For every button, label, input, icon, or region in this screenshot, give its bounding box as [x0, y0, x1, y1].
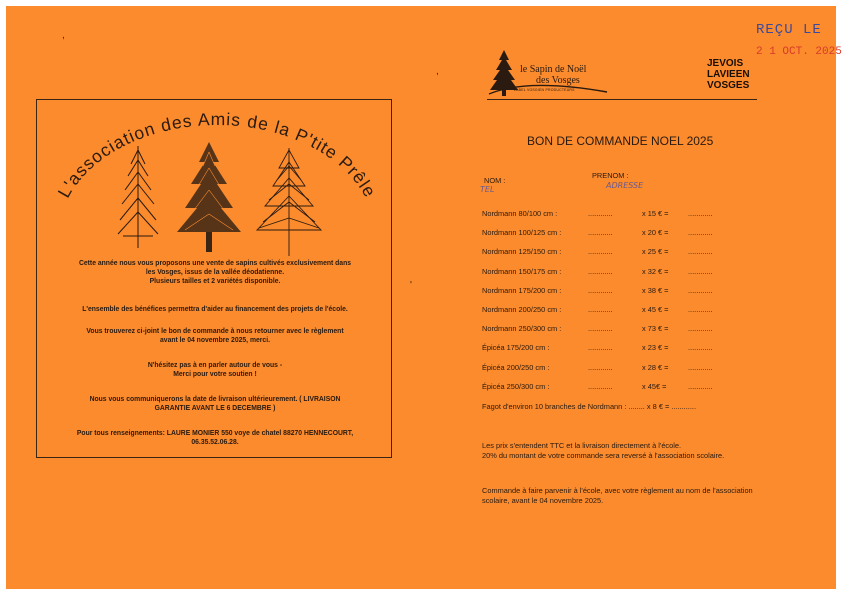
scan-mark: ' [410, 280, 412, 291]
order-row-qty[interactable]: ............ [588, 228, 613, 238]
order-row-price: x 38 € = [642, 285, 669, 295]
newspaper-line: JEVOIS [707, 58, 744, 69]
order-row-total[interactable]: ............ [688, 305, 713, 314]
order-row-total[interactable]: ............ [688, 285, 713, 295]
order-row-price: x 23 € = [642, 343, 669, 353]
received-date-stamp: 2 1 OCT. 2025 [756, 46, 842, 58]
note-line: 20% du montant de votre commande sera reversé à l'association scolaire. [482, 450, 725, 460]
christmas-tree-icon [249, 144, 329, 258]
note-line: Les prix s'entendent TTC et la livraison directement à l'école. [482, 441, 682, 450]
order-row-price: x 25 € = [642, 247, 669, 257]
order-row-total[interactable]: ............ [688, 266, 713, 276]
order-row-price: x 45 € = [642, 305, 669, 314]
flyer-line: Vous trouverez ci-joint le bon de commande à nous retourner avec le règlement [86, 326, 344, 335]
christmas-tree-icon [165, 138, 253, 254]
flyer-paragraph-benefits [68, 304, 362, 313]
order-row-qty[interactable]: ............ [588, 209, 613, 218]
prenom-handwritten: ADRESSE [606, 181, 644, 190]
nom-handwritten: TEL [480, 185, 495, 194]
order-row-qty[interactable]: ............ [588, 381, 613, 391]
deadline-note: Commande à faire parvenir à l'école, avec votre règlement au nom de l'association scolaire, avant le 04 novembre 2025. [482, 486, 753, 505]
flyer-paragraph-delivery [68, 394, 362, 412]
order-row-qty[interactable]: ............ [588, 343, 613, 353]
flyer-line: Nous vous communiquerons la date de livraison ultérieurement. ( LIVRAISON [89, 394, 341, 403]
order-form-title: BON DE COMMANDE NOEL 2025 [527, 134, 714, 148]
flyer-line: GARANTIE AVANT LE 6 DECEMBRE ) [154, 403, 276, 413]
nom-label: NOM : [484, 176, 506, 185]
fagot-text: Fagot d'environ 10 branches de Nordmann : ........ x 8 € = ............ [482, 402, 697, 411]
flyer-box [36, 99, 392, 458]
order-row-name: Nordmann 150/175 cm : [482, 266, 562, 276]
prenom-label: PRENOM : [592, 171, 629, 180]
newspaper-line: LAVIEEN [707, 69, 750, 80]
flyer-paragraph-thanks [68, 360, 362, 378]
order-row-name: Nordmann 250/300 cm : [482, 324, 562, 334]
flyer-line: 06.35.52.06.28. [191, 437, 239, 447]
order-row-qty[interactable]: ............ [588, 247, 613, 257]
flyer-paragraph-intro [68, 258, 362, 285]
order-row-total[interactable]: ............ [688, 381, 713, 391]
flyer-line: N'hésitez pas à en parler autour de vous - [147, 360, 283, 369]
received-stamp: REÇU LE [756, 22, 822, 38]
flyer-line: Pour tous renseignements: LAURE MONIER 550 voye de chatel 88270 HENNECOURT, [76, 428, 354, 437]
order-row-total[interactable]: ............ [688, 228, 713, 238]
order-row-total[interactable]: ............ [688, 362, 713, 372]
logo-tagline: LABEL VOSGIEN PRODUCTEURS [514, 88, 575, 92]
flyer-line: les Vosges, issus de la vallée déodatienne. [145, 267, 285, 277]
newspaper-logo [707, 58, 750, 91]
order-row-price: x 28 € = [642, 362, 669, 372]
order-row-total[interactable]: ............ [688, 324, 713, 334]
newspaper-line: VOSGES [707, 80, 750, 91]
order-row-name: Nordmann 100/125 cm : [482, 228, 562, 238]
arc-title-text: L'association des Amis de la P'tite Prêle [53, 108, 381, 201]
order-row-qty[interactable]: ............ [588, 305, 613, 314]
flyer-paragraph-contact [68, 428, 362, 446]
flyer-line: Plusieurs tailles et 2 variétés disponible. [149, 276, 281, 286]
flyer-line: Merci pour votre soutien ! [173, 369, 257, 379]
flyer-line: L'ensemble des bénéfices permettra d'aider au financement des projets de l'école. [82, 304, 348, 313]
order-row-total[interactable]: ............ [688, 343, 713, 353]
order-row-name: Nordmann 80/100 cm : [482, 209, 558, 218]
flyer-line: avant le 04 novembre 2025, merci. [160, 335, 270, 345]
order-row-qty[interactable]: ............ [588, 362, 613, 372]
order-row-total[interactable]: ............ [688, 247, 713, 257]
order-row-qty[interactable]: ............ [588, 266, 613, 276]
order-row-price: x 15 € = [642, 209, 669, 218]
logo-line-2: des Vosges [536, 75, 580, 86]
scan-mark: , [62, 30, 65, 41]
order-row-price: x 45€ = [642, 381, 667, 391]
order-row-name: Nordmann 125/150 cm : [482, 247, 562, 257]
price-note [482, 441, 772, 460]
order-row-name: Nordmann 175/200 cm : [482, 285, 562, 295]
order-row-qty[interactable]: ............ [588, 324, 613, 334]
order-row-price: x 32 € = [642, 266, 669, 276]
order-row-name: Épicéa 175/200 cm : [482, 343, 550, 353]
logo-line-1: le Sapin de Noël [520, 64, 587, 75]
header-divider [487, 99, 757, 100]
order-row-total[interactable]: ............ [688, 209, 713, 218]
flyer-line: Cette année nous vous proposons une vente de sapins cultivés exclusivement dans [78, 258, 352, 267]
order-row-price: x 20 € = [642, 228, 669, 238]
order-row-name: Nordmann 200/250 cm : [482, 305, 562, 314]
order-row-price: x 73 € = [642, 324, 669, 334]
order-row-qty[interactable]: ............ [588, 285, 613, 295]
scan-mark: , [436, 66, 439, 77]
order-row-name: Épicéa 200/250 cm : [482, 362, 550, 372]
flyer-paragraph-order [68, 326, 362, 344]
order-row-name: Épicéa 250/300 cm : [482, 381, 550, 391]
christmas-tree-icon [115, 142, 161, 254]
